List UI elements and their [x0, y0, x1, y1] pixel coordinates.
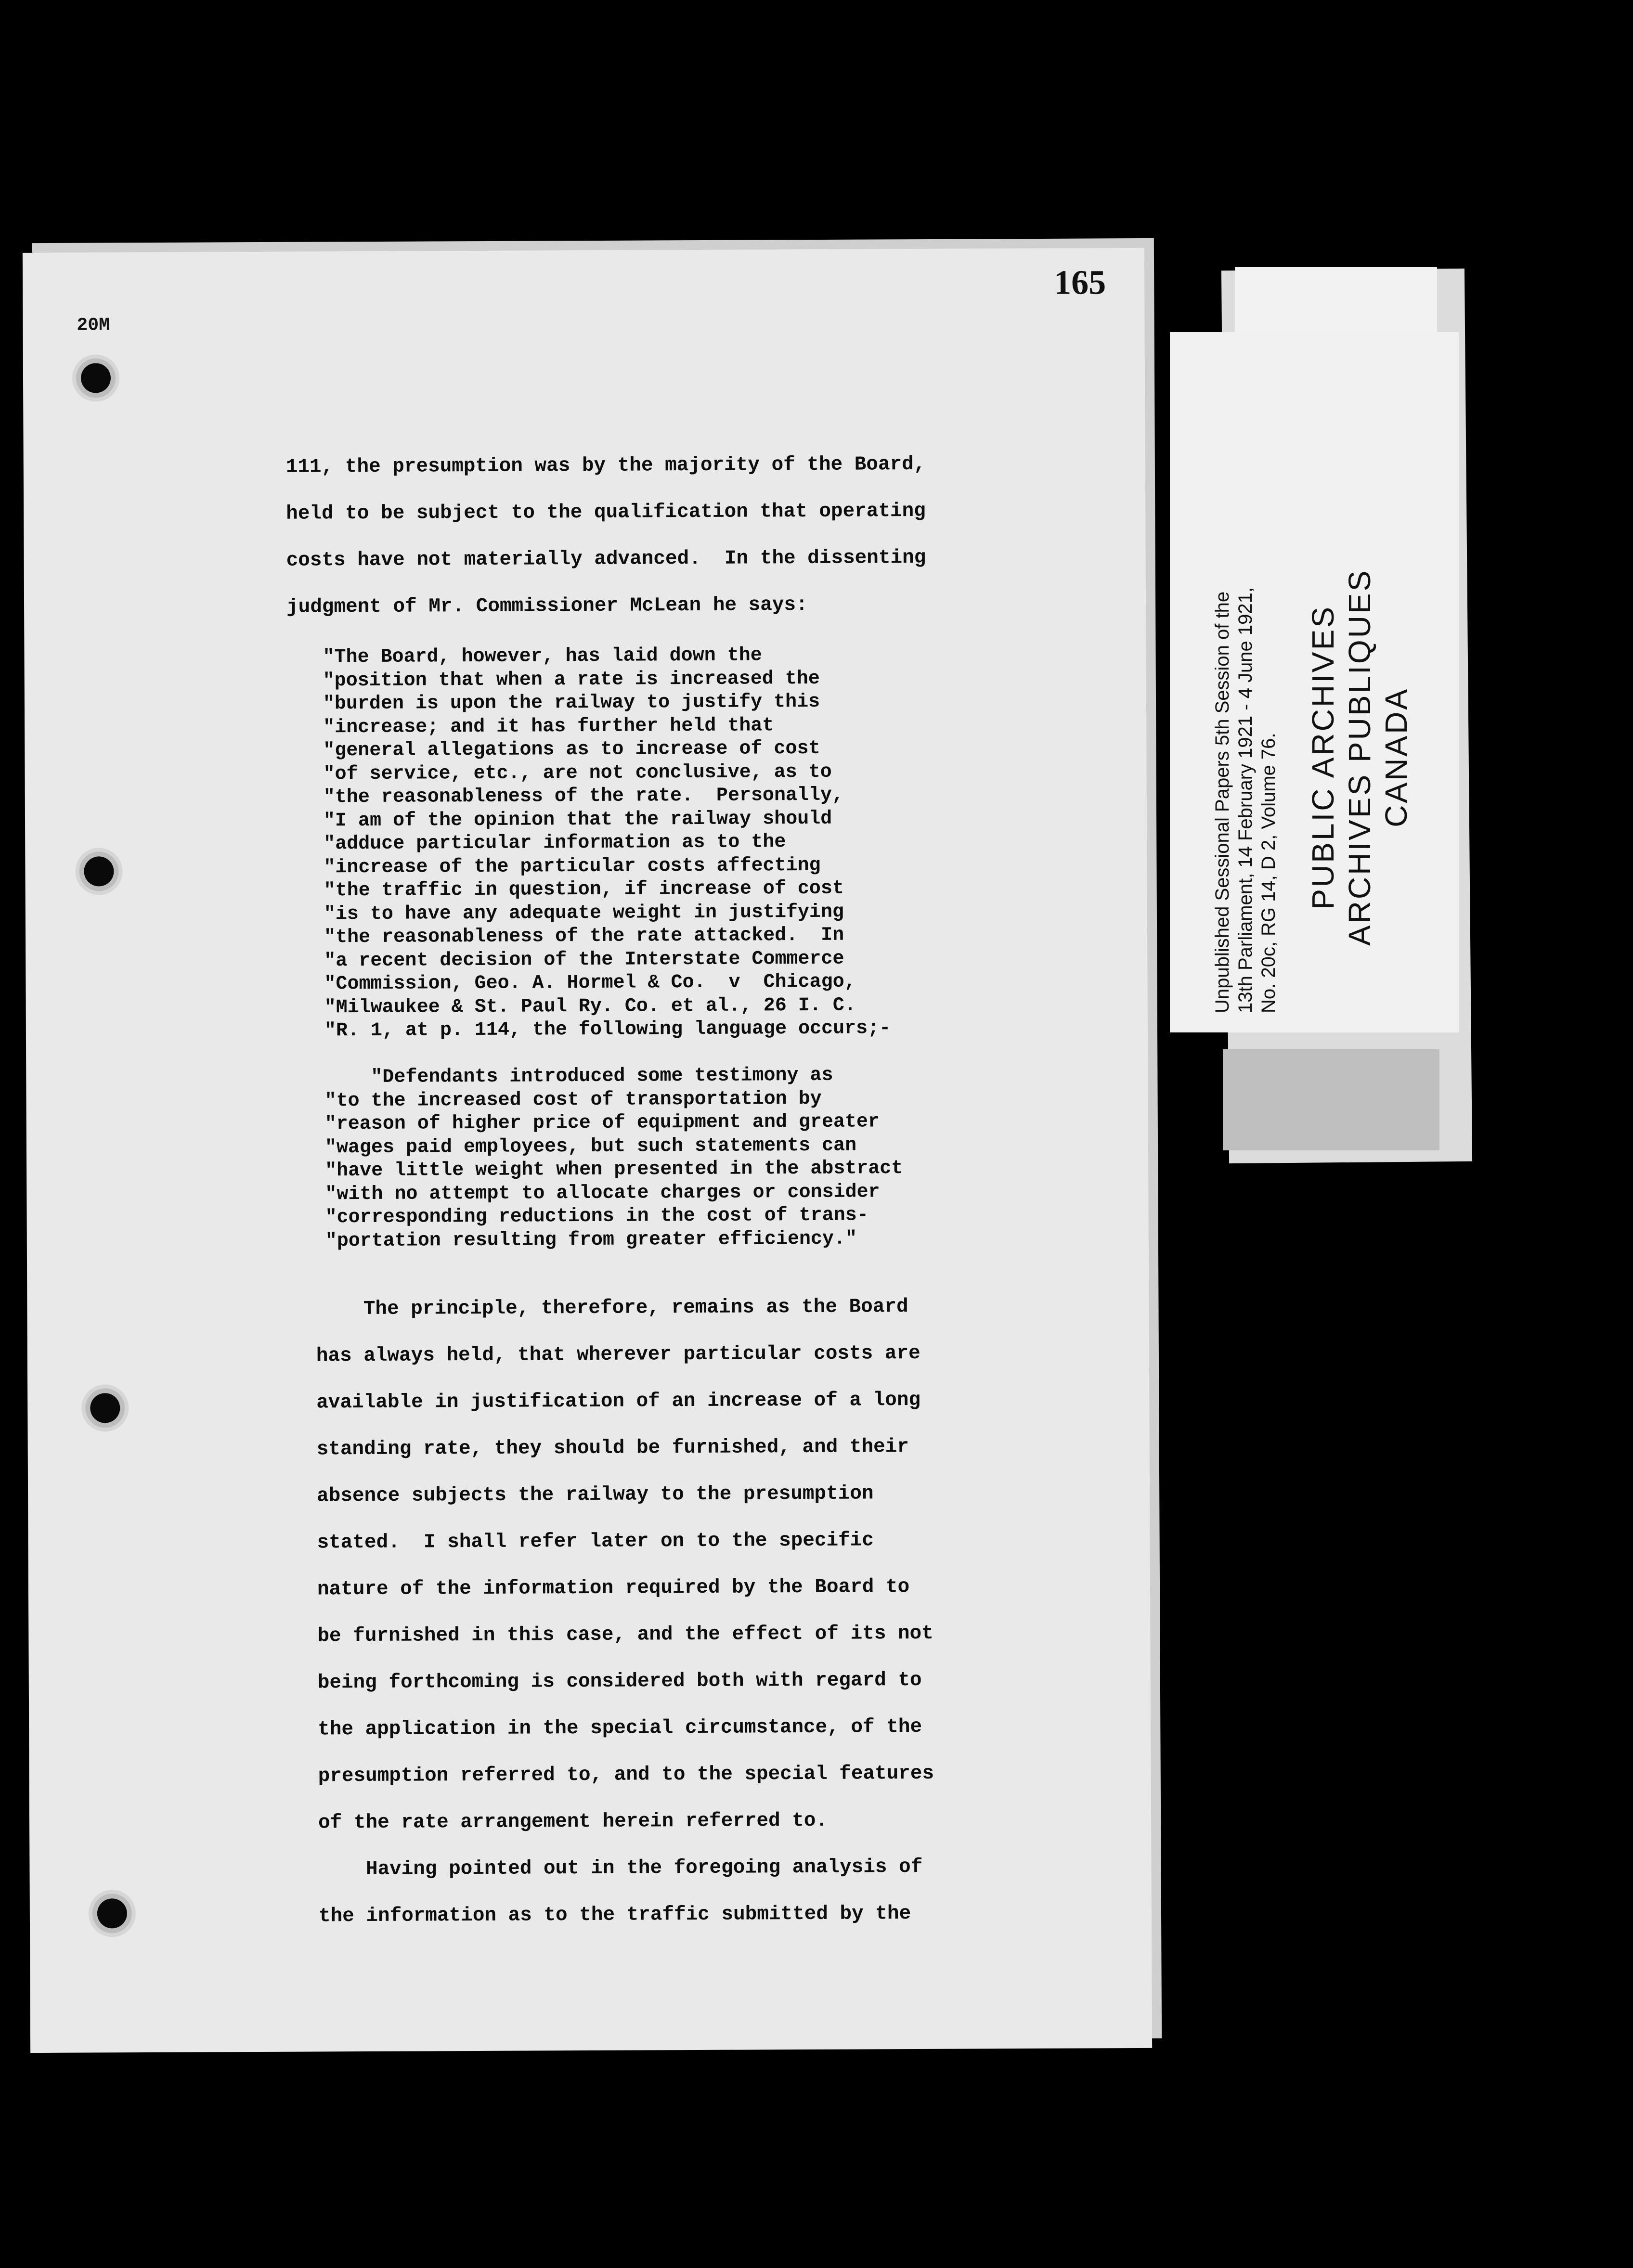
paragraph-1	[286, 441, 926, 631]
stamp-line: CANADA	[1379, 687, 1413, 827]
archive-label-clip	[1223, 1049, 1439, 1150]
paragraph-2	[316, 1284, 934, 1940]
text-line: being forthcoming is considered both with regard to	[317, 1669, 922, 1694]
archive-stamp	[1305, 569, 1414, 946]
text-line: the application in the special circumstance, of the	[318, 1715, 922, 1741]
punch-hole	[90, 1393, 120, 1423]
text-line: 111, the presumption was by the majority of the Board,	[285, 453, 926, 478]
quote-line: "with no attempt to allocate charges or consider	[325, 1181, 880, 1205]
quote-line: "I am of the opinion that the railway should	[323, 808, 832, 832]
text-line: the information as to the traffic submitted by the	[318, 1903, 911, 1928]
citation-line: Unpublished Sessional Papers 5th Session of the	[1212, 591, 1233, 1013]
quote-line: "to the increased cost of transportation by	[324, 1088, 822, 1112]
quoted-judgment	[323, 644, 903, 1253]
quote-line: "the reasonableness of the rate. Personally,	[323, 784, 844, 809]
quote-line: "the traffic in question, if increase of cost	[324, 877, 844, 902]
punch-hole	[81, 363, 111, 393]
quote-line: "reason of higher price of equipment and greater	[324, 1111, 880, 1135]
citation-line: 13th Parliament, 14 February 1921 - 4 June 1921,	[1235, 587, 1256, 1013]
archive-citation	[1211, 587, 1280, 1013]
quote-line: "position that when a rate is increased the	[323, 668, 820, 692]
quote-line: "the reasonableness of the rate attacked. In	[324, 924, 844, 949]
text-line: standing rate, they should be furnished, and their	[316, 1436, 909, 1461]
text-line: available in justification of an increase of a long	[316, 1389, 921, 1414]
quote-line: "wages paid employees, but such statements can	[324, 1134, 857, 1159]
quote-line: "is to have any adequate weight in justifying	[324, 901, 844, 925]
quote-line: "adduce particular information as to the	[324, 831, 786, 855]
quote-line: "corresponding reductions in the cost of trans-	[325, 1204, 868, 1229]
quote-line: "Defendants introduced some testimony as	[324, 1064, 833, 1089]
stamp-line: PUBLIC ARCHIVES	[1306, 605, 1340, 910]
document-page	[23, 248, 1152, 2053]
text-line: nature of the information required by the Board to	[317, 1576, 910, 1601]
quote-line	[324, 1041, 902, 1067]
archive-label-tab	[1235, 267, 1437, 339]
text-line: judgment of Mr. Commissioner McLean he says:	[286, 593, 808, 619]
text-line: costs have not materially advanced. In the dissenting	[286, 546, 926, 572]
text-line: The principle, therefore, remains as the Board	[316, 1296, 908, 1321]
quote-line: "The Board, however, has laid down the	[323, 644, 762, 669]
text-line: has always held, that wherever particular costs are	[316, 1342, 920, 1367]
quote-line: "general allegations as to increase of cost	[323, 737, 820, 762]
quote-line: "have little weight when presented in the abstract	[325, 1158, 903, 1182]
quote-line: "of service, etc., are not conclusive, as to	[323, 761, 832, 785]
text-line: absence subjects the railway to the presumption	[317, 1482, 874, 1508]
text-line: Having pointed out in the foregoing analysis of	[318, 1856, 923, 1881]
text-line: stated. I shall refer later on to the specific	[317, 1529, 874, 1554]
text-line: presumption referred to, and to the special features	[318, 1762, 934, 1788]
quote-line: "burden is upon the railway to justify this	[323, 691, 820, 715]
page-number: 165	[1053, 263, 1106, 302]
stamp-line: ARCHIVES PUBLIQUES	[1342, 568, 1377, 946]
punch-hole	[97, 1898, 127, 1928]
text-line: of the rate arrangement herein referred to.	[318, 1809, 828, 1834]
quote-line: "portation resulting from greater efficiency."	[325, 1228, 857, 1252]
corner-label: 20M	[77, 315, 110, 336]
text-line: be furnished in this case, and the effect of its not	[317, 1622, 933, 1648]
punch-hole	[84, 856, 114, 886]
quote-line: "Milwaukee & St. Paul Ry. Co. et al., 26 I. C.	[324, 994, 856, 1018]
quote-line: "a recent decision of the Interstate Commerce	[324, 948, 844, 972]
quote-line: "increase of the particular costs affecting	[324, 854, 821, 878]
text-line: held to be subject to the qualification that operating	[286, 500, 926, 525]
citation-line: No. 20c, RG 14, D 2, Volume 76.	[1258, 733, 1279, 1013]
quote-line: "Commission, Geo. A. Hormel & Co. v Chicago,	[324, 971, 856, 995]
quote-line: "R. 1, at p. 114, the following language occurs;-	[324, 1018, 891, 1042]
quote-line: "increase; and it has further held that	[323, 714, 774, 738]
